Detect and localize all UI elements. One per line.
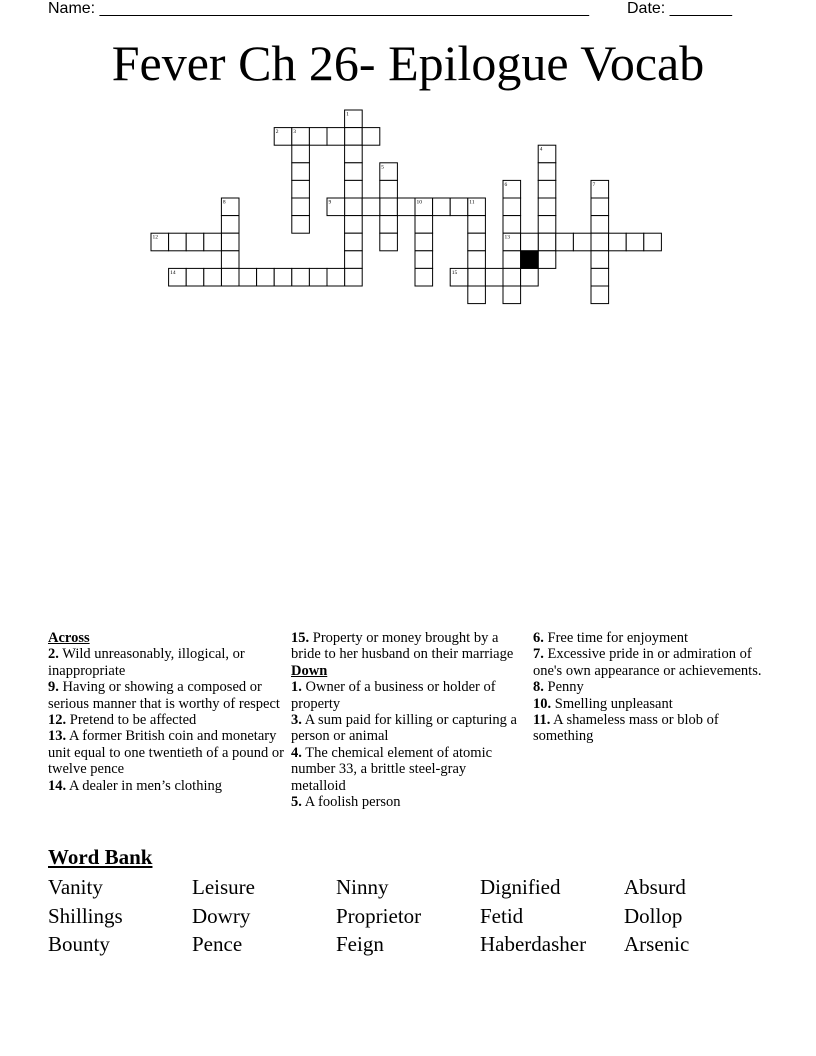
word-bank-word: Leisure: [192, 875, 255, 899]
grid-cell[interactable]: [345, 268, 363, 286]
grid-cell[interactable]: [503, 216, 521, 234]
grid-cell[interactable]: [397, 198, 415, 216]
grid-cell[interactable]: [309, 128, 327, 146]
grid-cell[interactable]: [292, 163, 310, 181]
grid-cell[interactable]: [433, 198, 451, 216]
clue-number-11: 11: [469, 199, 475, 206]
word-bank-word: Feign: [336, 932, 384, 957]
grid-cell[interactable]: [626, 233, 644, 251]
grid-cell[interactable]: [591, 251, 609, 269]
word-bank-word: Dollop: [624, 903, 683, 928]
grid-cell[interactable]: [380, 233, 398, 251]
grid-block: [521, 251, 539, 269]
grid-cell[interactable]: [257, 268, 275, 286]
clue-number-7: 7: [592, 181, 596, 188]
grid-cell[interactable]: [204, 268, 222, 286]
grid-cell[interactable]: [644, 233, 662, 251]
clue-number-13: 13: [504, 234, 510, 241]
clue-number-6: 6: [504, 181, 508, 188]
grid-cell[interactable]: [362, 198, 380, 216]
clue-number-3: 3: [293, 129, 297, 136]
grid-cell[interactable]: [450, 198, 468, 216]
grid-cell[interactable]: [221, 251, 239, 269]
grid-cell[interactable]: [380, 180, 398, 198]
grid-cell[interactable]: [292, 198, 310, 216]
clue-down-3: 3. A sum paid for killing or capturing a person or animal: [291, 712, 517, 745]
word-bank-heading: Word Bank: [48, 845, 153, 869]
grid-cell[interactable]: [292, 216, 310, 234]
grid-cell[interactable]: [345, 216, 363, 234]
grid-cell[interactable]: [591, 233, 609, 251]
grid-cell[interactable]: [468, 268, 486, 286]
across-heading: Across: [48, 630, 90, 646]
grid-cell[interactable]: [239, 268, 257, 286]
clue-across-14: 14. A dealer in men’s clothing: [48, 777, 222, 794]
clue-across-15: 15. Property or money brought by a bride to her husband on their marriage: [291, 630, 514, 663]
grid-cell[interactable]: [292, 145, 310, 163]
grid-cell[interactable]: [538, 198, 556, 216]
grid-cell[interactable]: [538, 233, 556, 251]
clue-number-12: 12: [152, 234, 158, 241]
clue-number-4: 4: [539, 146, 543, 153]
word-bank: [48, 873, 768, 959]
clue-down-5: 5. A foolish person: [291, 794, 401, 811]
clue-down-10: 10. Smelling unpleasant: [533, 695, 673, 712]
grid-cell[interactable]: [345, 128, 363, 146]
word-bank-word: Ninny: [336, 875, 389, 899]
word-bank-word: Bounty: [48, 932, 110, 957]
grid-cell[interactable]: [485, 268, 503, 286]
grid-cell[interactable]: [591, 268, 609, 286]
grid-cell[interactable]: [538, 216, 556, 234]
clue-across-9: 9. Having or showing a composed or serious manner that is worthy of respect: [48, 679, 280, 712]
word-bank-word: Dignified: [480, 875, 561, 899]
grid-cell[interactable]: [169, 233, 187, 251]
clue-number-1: 1: [346, 111, 349, 118]
grid-cell[interactable]: [591, 286, 609, 304]
date-field-label: Date: _______: [627, 0, 732, 17]
word-bank-word: Arsenic: [624, 932, 690, 957]
word-bank-word: Proprietor: [336, 903, 422, 928]
grid-cell[interactable]: [415, 251, 433, 269]
grid-cell[interactable]: [591, 216, 609, 234]
grid-cell[interactable]: [503, 268, 521, 286]
clue-number-10: 10: [416, 199, 422, 206]
grid-cell[interactable]: [468, 286, 486, 304]
grid-cell[interactable]: [345, 198, 363, 216]
name-field-label: Name: _______________________________________________________: [48, 0, 589, 17]
word-bank-word: Pence: [192, 932, 243, 957]
grid-cell[interactable]: [503, 251, 521, 269]
grid-cell[interactable]: [221, 216, 239, 234]
clue-number-14: 14: [170, 269, 176, 276]
grid-cell[interactable]: [503, 198, 521, 216]
clue-number-15: 15: [451, 269, 458, 276]
grid-cell[interactable]: [468, 251, 486, 269]
clue-down-8: 8. Penny: [533, 679, 584, 696]
clues-column-3: [533, 630, 773, 745]
grid-cell[interactable]: [380, 216, 398, 234]
grid-cell[interactable]: [292, 180, 310, 198]
grid-cell[interactable]: [345, 233, 363, 251]
grid-cell[interactable]: [221, 268, 239, 286]
grid-cell[interactable]: [274, 268, 292, 286]
grid-cell[interactable]: [186, 233, 204, 251]
grid-cell[interactable]: [538, 180, 556, 198]
word-bank-word: Vanity: [48, 875, 103, 899]
grid-cell[interactable]: [415, 268, 433, 286]
clue-down-11: 11. A shameless mass or blob of something: [533, 712, 719, 745]
clue-number-5: 5: [381, 164, 385, 171]
word-bank-word: Haberdasher: [480, 932, 587, 957]
grid-cell[interactable]: [468, 233, 486, 251]
crossword-grid: [0, 0, 816, 320]
word-bank-word: Dowry: [192, 903, 251, 928]
clue-down-7: 7. Excessive pride in or admiration of one's own appearance or achievements.: [533, 646, 762, 679]
grid-cell[interactable]: [538, 163, 556, 181]
clue-down-6: 6. Free time for enjoyment: [533, 630, 689, 646]
clue-down-1: 1. Owner of a business or holder of property: [291, 679, 496, 712]
grid-cell[interactable]: [362, 128, 380, 146]
clue-number-2: 2: [275, 129, 279, 136]
grid-cell[interactable]: [538, 251, 556, 269]
grid-cell[interactable]: [345, 251, 363, 269]
clue-across-13: 13. A former British coin and monetary unit equal to one twentieth of a pound or twelve pence: [48, 728, 284, 778]
grid-cell[interactable]: [521, 233, 539, 251]
grid-cell[interactable]: [468, 216, 486, 234]
grid-cell[interactable]: [415, 233, 433, 251]
grid-cell[interactable]: [503, 286, 521, 304]
grid-cell[interactable]: [380, 198, 398, 216]
grid-cell[interactable]: [204, 233, 222, 251]
clues-column-1: [48, 630, 286, 794]
grid-cell[interactable]: [591, 198, 609, 216]
grid-cell[interactable]: [345, 145, 363, 163]
clue-number-9: 9: [328, 199, 332, 206]
down-heading: Down: [291, 662, 328, 679]
grid-cell[interactable]: [573, 233, 591, 251]
clue-down-4: 4. The chemical element of atomic number 33, a brittle steel-gray metalloid: [291, 744, 493, 794]
clue-across-12: 12. Pretend to be affected: [48, 712, 197, 729]
clue-number-8: 8: [222, 199, 226, 206]
word-bank-word: Absurd: [624, 875, 686, 899]
grid-cell[interactable]: [292, 268, 310, 286]
grid-cell[interactable]: [609, 233, 627, 251]
grid-cell[interactable]: [221, 233, 239, 251]
grid-cell[interactable]: [186, 268, 204, 286]
grid-cell[interactable]: [309, 268, 327, 286]
word-bank-word: Fetid: [480, 903, 524, 928]
word-bank-word: Shillings: [48, 903, 123, 928]
grid-cell[interactable]: [345, 180, 363, 198]
clues-column-2: [291, 630, 523, 810]
grid-cell[interactable]: [521, 268, 539, 286]
grid-cell[interactable]: [327, 128, 345, 146]
grid-cell[interactable]: [327, 268, 345, 286]
grid-cell[interactable]: [345, 163, 363, 181]
page-title: Fever Ch 26- Epilogue Vocab: [111, 35, 705, 91]
clue-across-2: 2. Wild unreasonably, illogical, or inappropriate: [48, 646, 245, 679]
grid-cell[interactable]: [415, 216, 433, 234]
grid-cell[interactable]: [556, 233, 574, 251]
